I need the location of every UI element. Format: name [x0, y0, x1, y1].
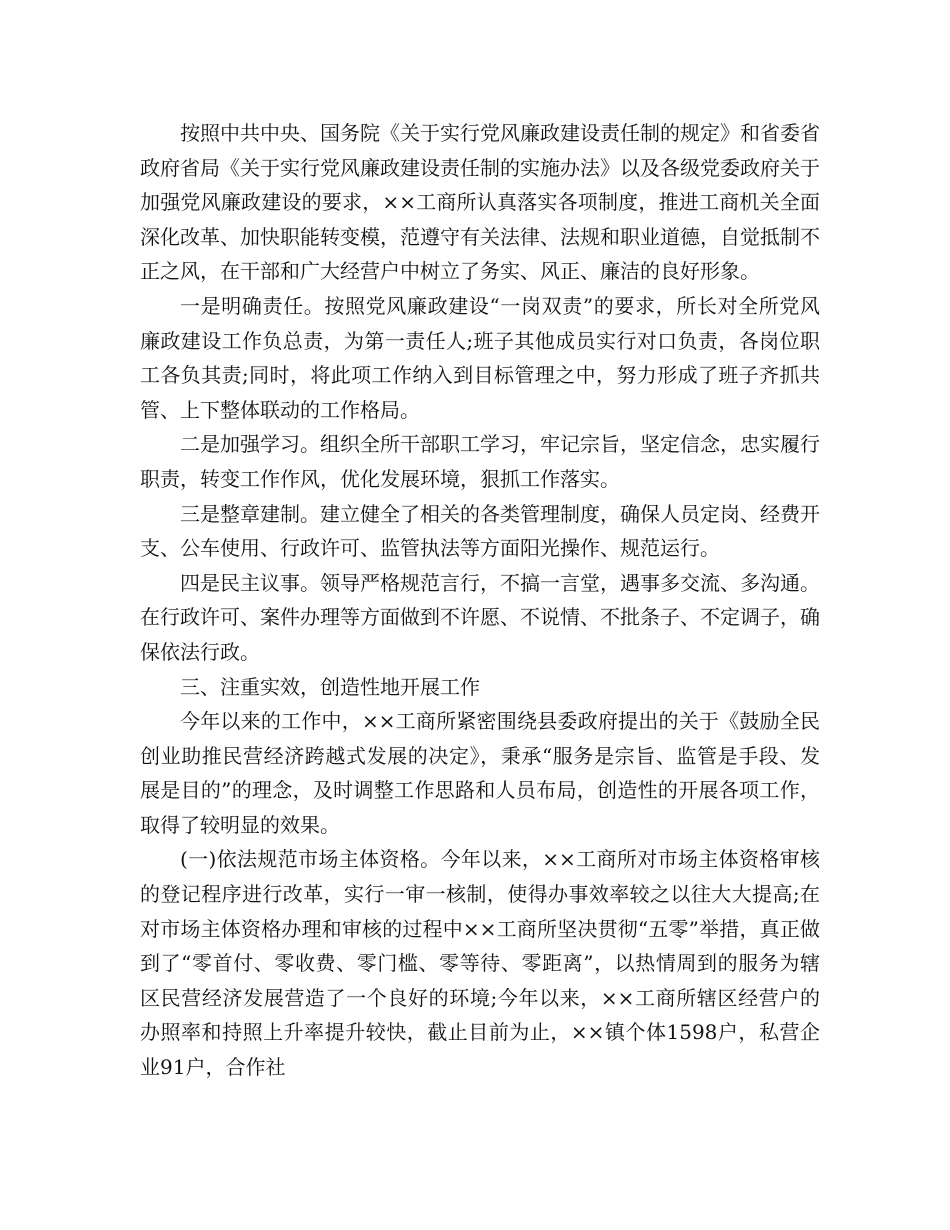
paragraph-intro: 按照中共中央、国务院《关于实行党风廉政建设责任制的规定》和省委省政府省局《关于实行党风廉政建设责任制的实施办法》以及各级党委政府关于加强党风廉政建设的要求，××工商所认真落实各项制度，推进工商机关全面深化改革、加快职能转变模，范遵守有关法律、法规和职业道德，自觉抵制不正之风，在干部和广大经营户中树立了务实、风正、廉洁的良好形象。 — [140, 121, 820, 284]
paragraph-market-qualification: (一)依法规范市场主体资格。今年以来，××工商所对市场主体资格审核的登记程序进行改革，实行一审一核制，使得办事效率较之以往大大提高;在对市场主体资格办理和审核的过程中××工商所坚决贯彻“五零”举措，真正做到了“零首付、零收费、零门槛、零等待、零距离”，以热情周到的服务为辖区民营经济发展营造了一个良好的环境;今年以来，××工商所辖区经营户的办照率和持照上升率提升较快，截止目前为止，××镇个体1598户，私营企业91户，合作社 — [140, 847, 820, 1080]
paragraph-responsibility: 一是明确责任。按照党风廉政建设“一岗双责”的要求，所长对全所党风廉政建设工作负总责，为第一责任人;班子其他成员实行对口负责，各岗位职工各负其责;同时，将此项工作纳入到目标管理之中，努力形成了班子齐抓共管、上下整体联动的工作格局。 — [140, 293, 820, 422]
paragraph-study: 二是加强学习。组织全所干部职工学习，牢记宗旨，坚定信念，忠实履行职责，转变工作作风，优化发展环境，狠抓工作落实。 — [140, 432, 820, 491]
paragraph-democracy: 四是民主议事。领导严格规范言行，不搞一言堂，遇事多交流、多沟通。在行政许可、案件办理等方面做到不许愿、不说情、不批条子、不定调子，确保依法行政。 — [140, 570, 820, 664]
document-body — [140, 116, 820, 1085]
paragraph-regulations: 三是整章建制。建立健全了相关的各类管理制度，确保人员定岗、经费开支、公车使用、行政许可、监管执法等方面阳光操作、规范运行。 — [140, 501, 820, 561]
paragraph-work-overview: 今年以来的工作中，××工商所紧密围绕县委政府提出的关于《鼓励全民创业助推民营经济跨越式发展的决定》，秉承“服务是宗旨、监管是手段、发展是目的”的理念，及时调整工作思路和人员布局，创造性的开展各项工作，取得了较明显的效果。 — [140, 709, 820, 837]
section-heading: 三、注重实效，创造性地开展工作 — [180, 674, 480, 699]
